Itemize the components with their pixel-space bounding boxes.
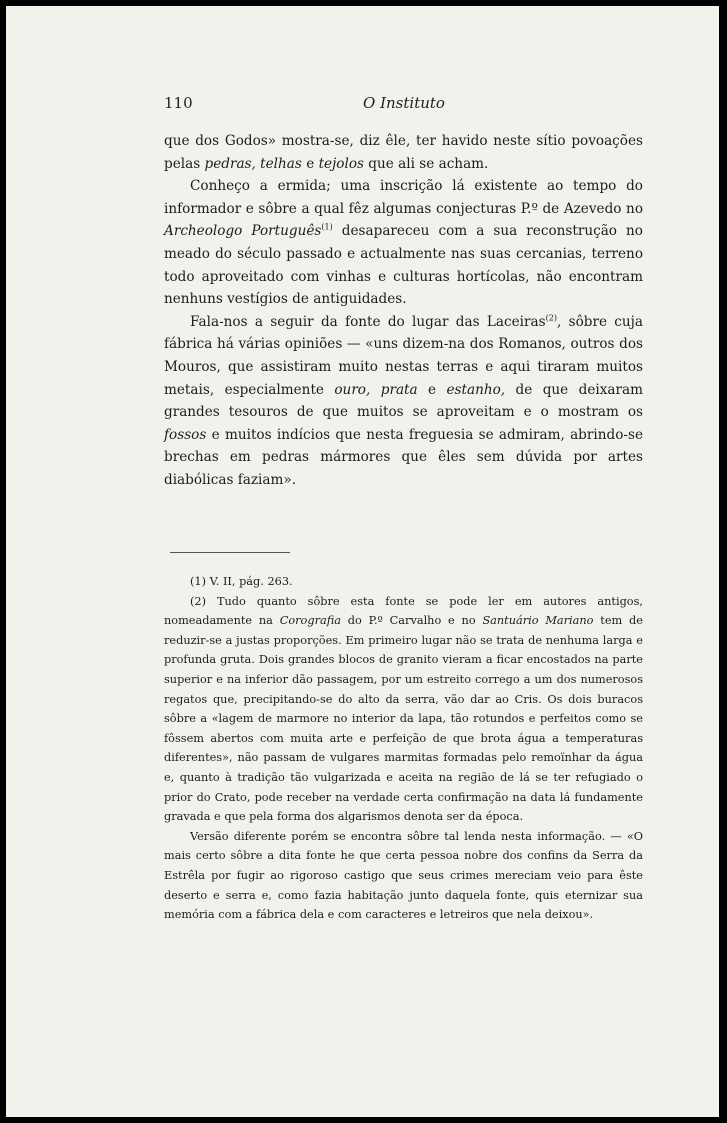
book-page <box>6 6 719 1117</box>
paragraph-2: Conheço a ermida; uma inscrição lá existente ao tempo do informador e sôbre a qual fêz algumas conjecturas P.º de Azevedo no Archeologo Português$^{(1)}$ desapareceu com a sua reconstrução no meado do século passado e actualmente nas suas cercanias, terreno todo aproveitado com vinhas e culturas hortícolas, não encontram nenhuns vestígios de antiguidades. <box>164 178 643 308</box>
paragraph-3: Fala-nos a seguir da fonte do lugar das Laceiras$^{(2)}$, sôbre cuja fábrica há várias opiniões — «uns dizem-na dos Romanos, outros dos Mouros, que assistiram muito nestas terras e aqui tiraram muitos metais, especialmente ouro, prata e estanho, de que deixaram grandes tesouros de que muitos se aproveitam e o mostram os fossos e muitos indícios que nesta freguesia se admiram, abrindo-se brechas em pedras mármores que êles sem dúvida por artes diabólicas faziam». <box>164 313 643 488</box>
footnote-separator <box>170 552 290 553</box>
page-number: 110 <box>164 94 193 112</box>
paragraph-1: que dos Godos» mostra-se, diz êle, ter havido neste sítio povoações pelas pedras, telhas e tejolos que ali se acham. <box>164 133 643 172</box>
footnote-2: (2) Tudo quanto sôbre esta fonte se pode ler em autores antigos, nomeadamente na Corografia do P.º Carvalho e no Santuário Mariano tem de reduzir-se a justas proporções. Em primeiro lugar não se trata de nenhuma larga e profunda gruta. Dois grandes blocos de granito vieram a ficar encostados na parte superior e na inferior dão passagem, por um estreito corrego a um dos numerosos regatos que, precipitando-se do alto da serra, vão dar ao Cris. Os dois buracos sôbre a «lagem de marmore no interior da lapa, tão rotundos e perfeitos como se fôssem abertos com muita arte e perfeição de que brota água a temperaturas diferentes», não passam de vulgares marmitas formadas pelo remoïnhar da água e, quanto à tradição tão vulgarizada e aceita na região de lá se ter refugiado o prior do Crato, pode receber na verdade certa confirmação na data lá fundamente gravada e que pela forma dos algarismos denota ser da época. <box>164 594 643 824</box>
footnote-1: (1) V. II, pág. 263. <box>190 575 293 588</box>
footnotes <box>164 572 643 925</box>
footnote-2-continued: Versão diferente porém se encontra sôbre tal lenda nesta informação. — «O mais certo sôbre a dita fonte he que certa pessoa nobre dos confins da Serra da Estrêla por fugir ao rigoroso castigo que seus crimes mereciam veio para êste deserto e serra e, como fazia habitação junto daquela fonte, quis eternizar sua memória com a fábrica dela e com caracteres e letreiros que nela deixou». <box>164 829 643 922</box>
running-title: O Instituto <box>363 94 445 112</box>
footnote-ref-2: (2) <box>545 313 557 323</box>
main-text <box>164 130 643 492</box>
page-header <box>164 86 644 116</box>
footnote-ref-1: (1) <box>321 222 333 232</box>
